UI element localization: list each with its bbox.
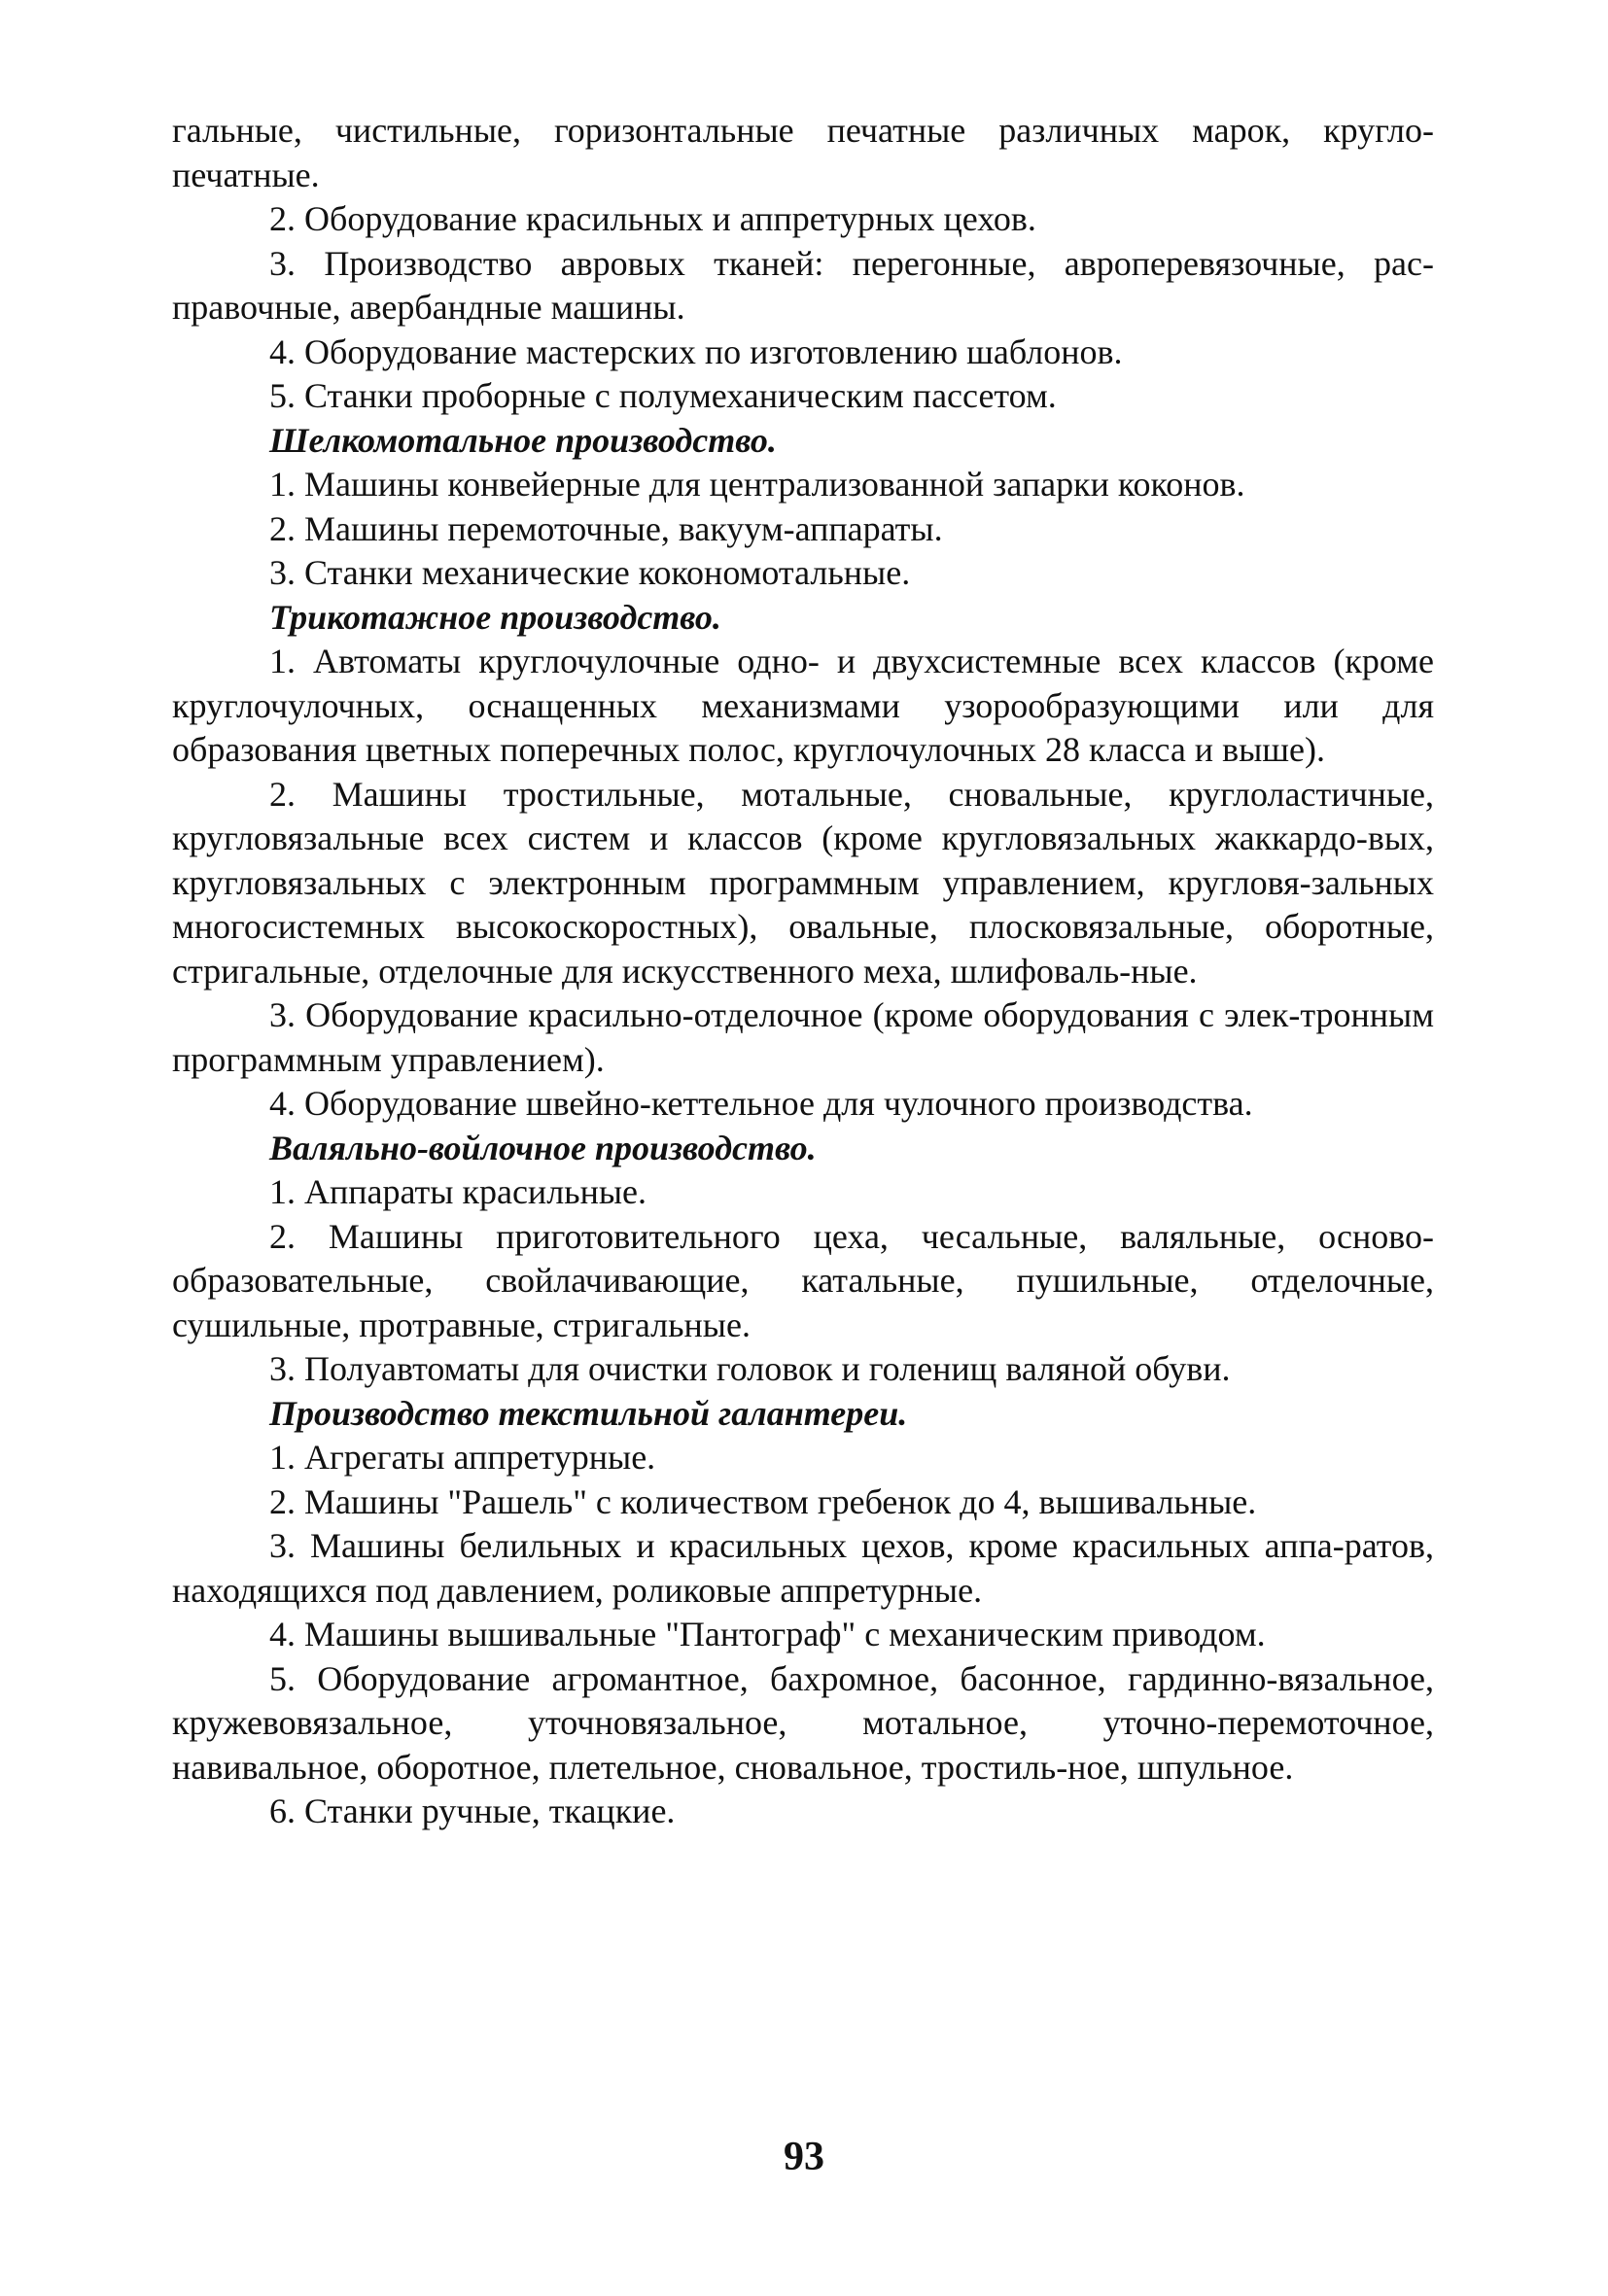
list-item: 3. Полуавтоматы для очистки головок и голенищ валяной обуви. xyxy=(269,1349,1231,1388)
list-item: 2. Машины приготовительного цеха, чесальные, валяльные, осново-образовательные, свойлачивающие, катальные, пушильные, отделочные, сушильные, протравные, стригальные. xyxy=(172,1216,1434,1344)
list-item: 1. Агрегаты аппретурные. xyxy=(269,1438,656,1477)
paragraph-continuation: гальные, чистильные, горизонтальные печатные различных марок, кругло-печатные. xyxy=(172,111,1434,194)
list-item: 2. Машины тростильные, мотальные, сновальные, круглоластичные, кругловязальные всех систем и классов (кроме кругловязальных жаккардо-вых, кругловязальных с электронным программным управлением, кругловя-зальных многосистемных высокоскоростных), овальные, плосковязальные, оборотные, стригальные, отделочные для искусственного меха, шлифоваль-ные. xyxy=(172,774,1434,991)
list-item: 2. Машины "Рашель" с количеством гребенок до 4, вышивальные. xyxy=(269,1481,1257,1521)
section-heading: Производство текстильной галантереи. xyxy=(269,1393,908,1433)
list-item: 3. Машины белильных и красильных цехов, кроме красильных аппа-ратов, находящихся под давлением, роликовые аппретурные. xyxy=(172,1526,1434,1610)
list-item: 2. Машины перемоточные, вакуум-аппараты. xyxy=(269,508,943,548)
list-item: 3. Оборудование красильно-отделочное (кроме оборудования с элек-тронным программным управлением). xyxy=(172,995,1434,1079)
list-item: 1. Аппараты красильные. xyxy=(269,1172,647,1211)
section-heading: Шелкомотальное производство. xyxy=(269,420,777,460)
page-number: 93 xyxy=(784,2135,824,2179)
list-item: 4. Машины вышивальные "Пантограф" с механическим приводом. xyxy=(269,1615,1266,1653)
list-item: 2. Оборудование красильных и аппретурных цехов. xyxy=(269,199,1036,238)
list-item: 5. Станки проборные с полумеханическим пассетом. xyxy=(269,376,1057,415)
section-heading: Валяльно-войлочное производство. xyxy=(269,1128,817,1167)
page-body xyxy=(172,109,1434,1834)
list-item: 5. Оборудование агромантное, бахромное, басонное, гардинно-вязальное, кружевовязальное, уточновязальное, мотальное, уточно-перемоточное, навивальное, оборотное, плетельное, сновальное, тростиль-ное, шпульное. xyxy=(172,1658,1434,1787)
list-item: 1. Автоматы круглочулочные одно- и двухсистемные всех классов (кроме круглочулочных, оснащенных механизмами узорообразующими или для образования цветных поперечных полос, круглочулочных 28 класса и выше). xyxy=(172,642,1434,769)
list-item: 4. Оборудование мастерских по изготовлению шаблонов. xyxy=(269,331,1123,371)
list-item: 3. Станки механические кокономотальные. xyxy=(269,553,911,592)
list-item: 1. Машины конвейерные для централизованной запарки коконов. xyxy=(269,465,1245,504)
list-item: 4. Оборудование швейно-кеттельное для чулочного производства. xyxy=(269,1084,1253,1123)
list-item: 6. Станки ручные, ткацкие. xyxy=(269,1792,676,1830)
list-item: 3. Производство авровых тканей: перегонные, авроперевязочные, рас-правочные, авербандные машины. xyxy=(172,243,1434,327)
section-heading: Трикотажное производство. xyxy=(269,597,721,637)
